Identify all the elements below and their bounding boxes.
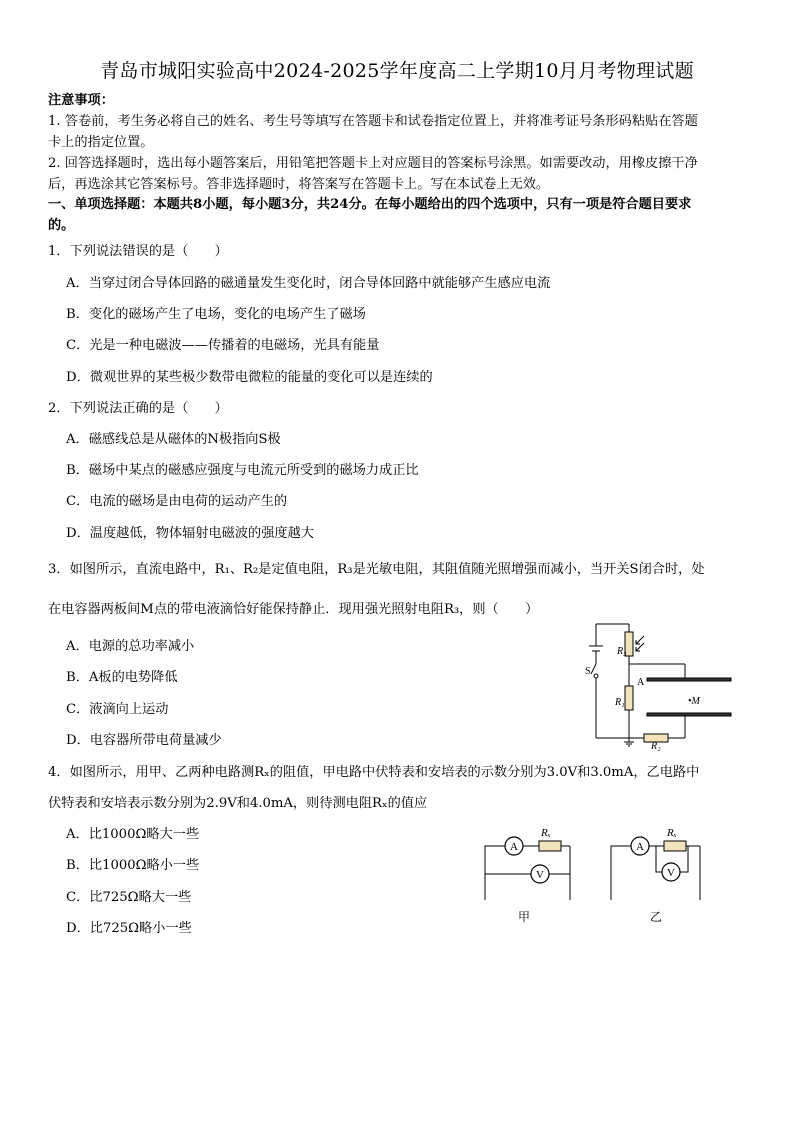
question-4-stem-cont: 伏特表和安培表示数分别为2.9V和4.0mA，则待测电阻Rₓ的值应 bbox=[48, 796, 428, 811]
notice-line: 2. 回答选择题时，选出每小题答案后，用铅笔把答题卡上对应题目的答案标号涂黑。如需要改动，用橡皮擦干净 bbox=[48, 156, 698, 171]
resistor-r1 bbox=[625, 686, 633, 710]
question-1-option-d: D．微观世界的某些极少数带电微粒的能量的变化可以是连续的 bbox=[66, 370, 433, 385]
question-4-stem: 4．如图所示，用甲、乙两种电路测Rₓ的阻值，甲电路中伏特表和安培表的示数分别为3.0V和3.0mA，乙电路中 bbox=[48, 765, 700, 780]
light-arrows-icon bbox=[636, 636, 644, 651]
r3-label: R₃ bbox=[617, 646, 627, 657]
question-3-option-b: B．A板的电势降低 bbox=[66, 670, 178, 685]
question-3-option-a: A．电源的总功率减小 bbox=[66, 639, 195, 654]
notice-line: 后，再选涂其它答案标号。答非选择题时，将答案写在答题卡上。写在本试卷上无效。 bbox=[48, 177, 550, 192]
rx-label: Rₓ bbox=[541, 827, 551, 839]
ammeter-label: A bbox=[636, 841, 644, 853]
r2-label: R₂ bbox=[651, 741, 661, 752]
question-2-option-c: C．电流的磁场是由电荷的运动产生的 bbox=[66, 494, 288, 509]
voltmeter-label: V bbox=[667, 867, 675, 879]
resistor-rx bbox=[539, 841, 561, 851]
question-4-option-d: D．比725Ω略小一些 bbox=[66, 921, 192, 936]
voltmeter-label: V bbox=[536, 869, 544, 881]
notice-heading: 注意事项： bbox=[48, 93, 114, 108]
figure-label-yi: 乙 bbox=[650, 910, 663, 924]
question-1-option-a: A．当穿过闭合导体回路的磁通量发生变化时，闭合导体回路中就能够产生感应电流 bbox=[66, 276, 551, 291]
section-heading-cont: 的。 bbox=[48, 218, 75, 233]
notice-line: 卡上的指定位置。 bbox=[48, 135, 154, 150]
plate-a-label: A bbox=[637, 677, 645, 688]
rx-label: Rₓ bbox=[667, 827, 677, 839]
resistor-rx bbox=[664, 841, 686, 851]
question-3-stem-cont: 在电容器两板间M点的带电液滴恰好能保持静止．现用强光照射电阻R₃，则（ ） bbox=[48, 602, 539, 617]
question-1-stem: 1．下列说法错误的是（ ） bbox=[48, 244, 228, 259]
question-2-option-b: B．磁场中某点的磁感应强度与电流元所受到的磁场力成正比 bbox=[66, 463, 419, 478]
question-3-stem: 3．如图所示，直流电路中，R₁、R₂是定值电阻，R₃是光敏电阻，其阻值随光照增强而减小，当开关S闭合时，处 bbox=[48, 562, 705, 577]
switch-label: S bbox=[585, 666, 591, 677]
r1-label: R₁ bbox=[615, 697, 625, 708]
question-1-option-c: C．光是一种电磁波——传播着的电磁场，光具有能量 bbox=[66, 338, 380, 353]
notice-line: 1. 答卷前，考生务必将自己的姓名、考生号等填写在答题卡和试卷指定位置上，并将准考证号条形码粘贴在答题 bbox=[48, 114, 698, 129]
question-3-option-d: D．电容器所带电荷量减少 bbox=[66, 733, 222, 748]
page-title: 青岛市城阳实验高中2024-2025学年度高二上学期10月月考物理试题 bbox=[100, 60, 694, 82]
question-4-option-c: C．比725Ω略大一些 bbox=[66, 890, 192, 905]
question-2-option-d: D．温度越低，物体辐射电磁波的强度越大 bbox=[66, 526, 314, 541]
question-4-circuit-diagrams bbox=[478, 818, 718, 930]
ammeter-label: A bbox=[510, 841, 518, 853]
figure-label-jia: 甲 bbox=[518, 910, 531, 924]
section-heading: 一、单项选择题：本题共8小题，每小题3分，共24分。在每小题给出的四个选项中，只有一项是符合题目要求 bbox=[48, 197, 692, 212]
question-1-option-b: B．变化的磁场产生了电场，变化的电场产生了磁场 bbox=[66, 307, 366, 322]
question-3-option-c: C．液滴向上运动 bbox=[66, 702, 169, 717]
question-4-option-a: A．比1000Ω略大一些 bbox=[66, 827, 200, 842]
question-2-stem: 2．下列说法正确的是（ ） bbox=[48, 401, 228, 416]
question-3-circuit-diagram bbox=[584, 616, 744, 752]
point-m-label: •M bbox=[688, 696, 700, 707]
question-4-option-b: B．比1000Ω略小一些 bbox=[66, 858, 200, 873]
question-2-option-a: A．磁感线总是从磁体的N极指向S极 bbox=[66, 432, 281, 447]
